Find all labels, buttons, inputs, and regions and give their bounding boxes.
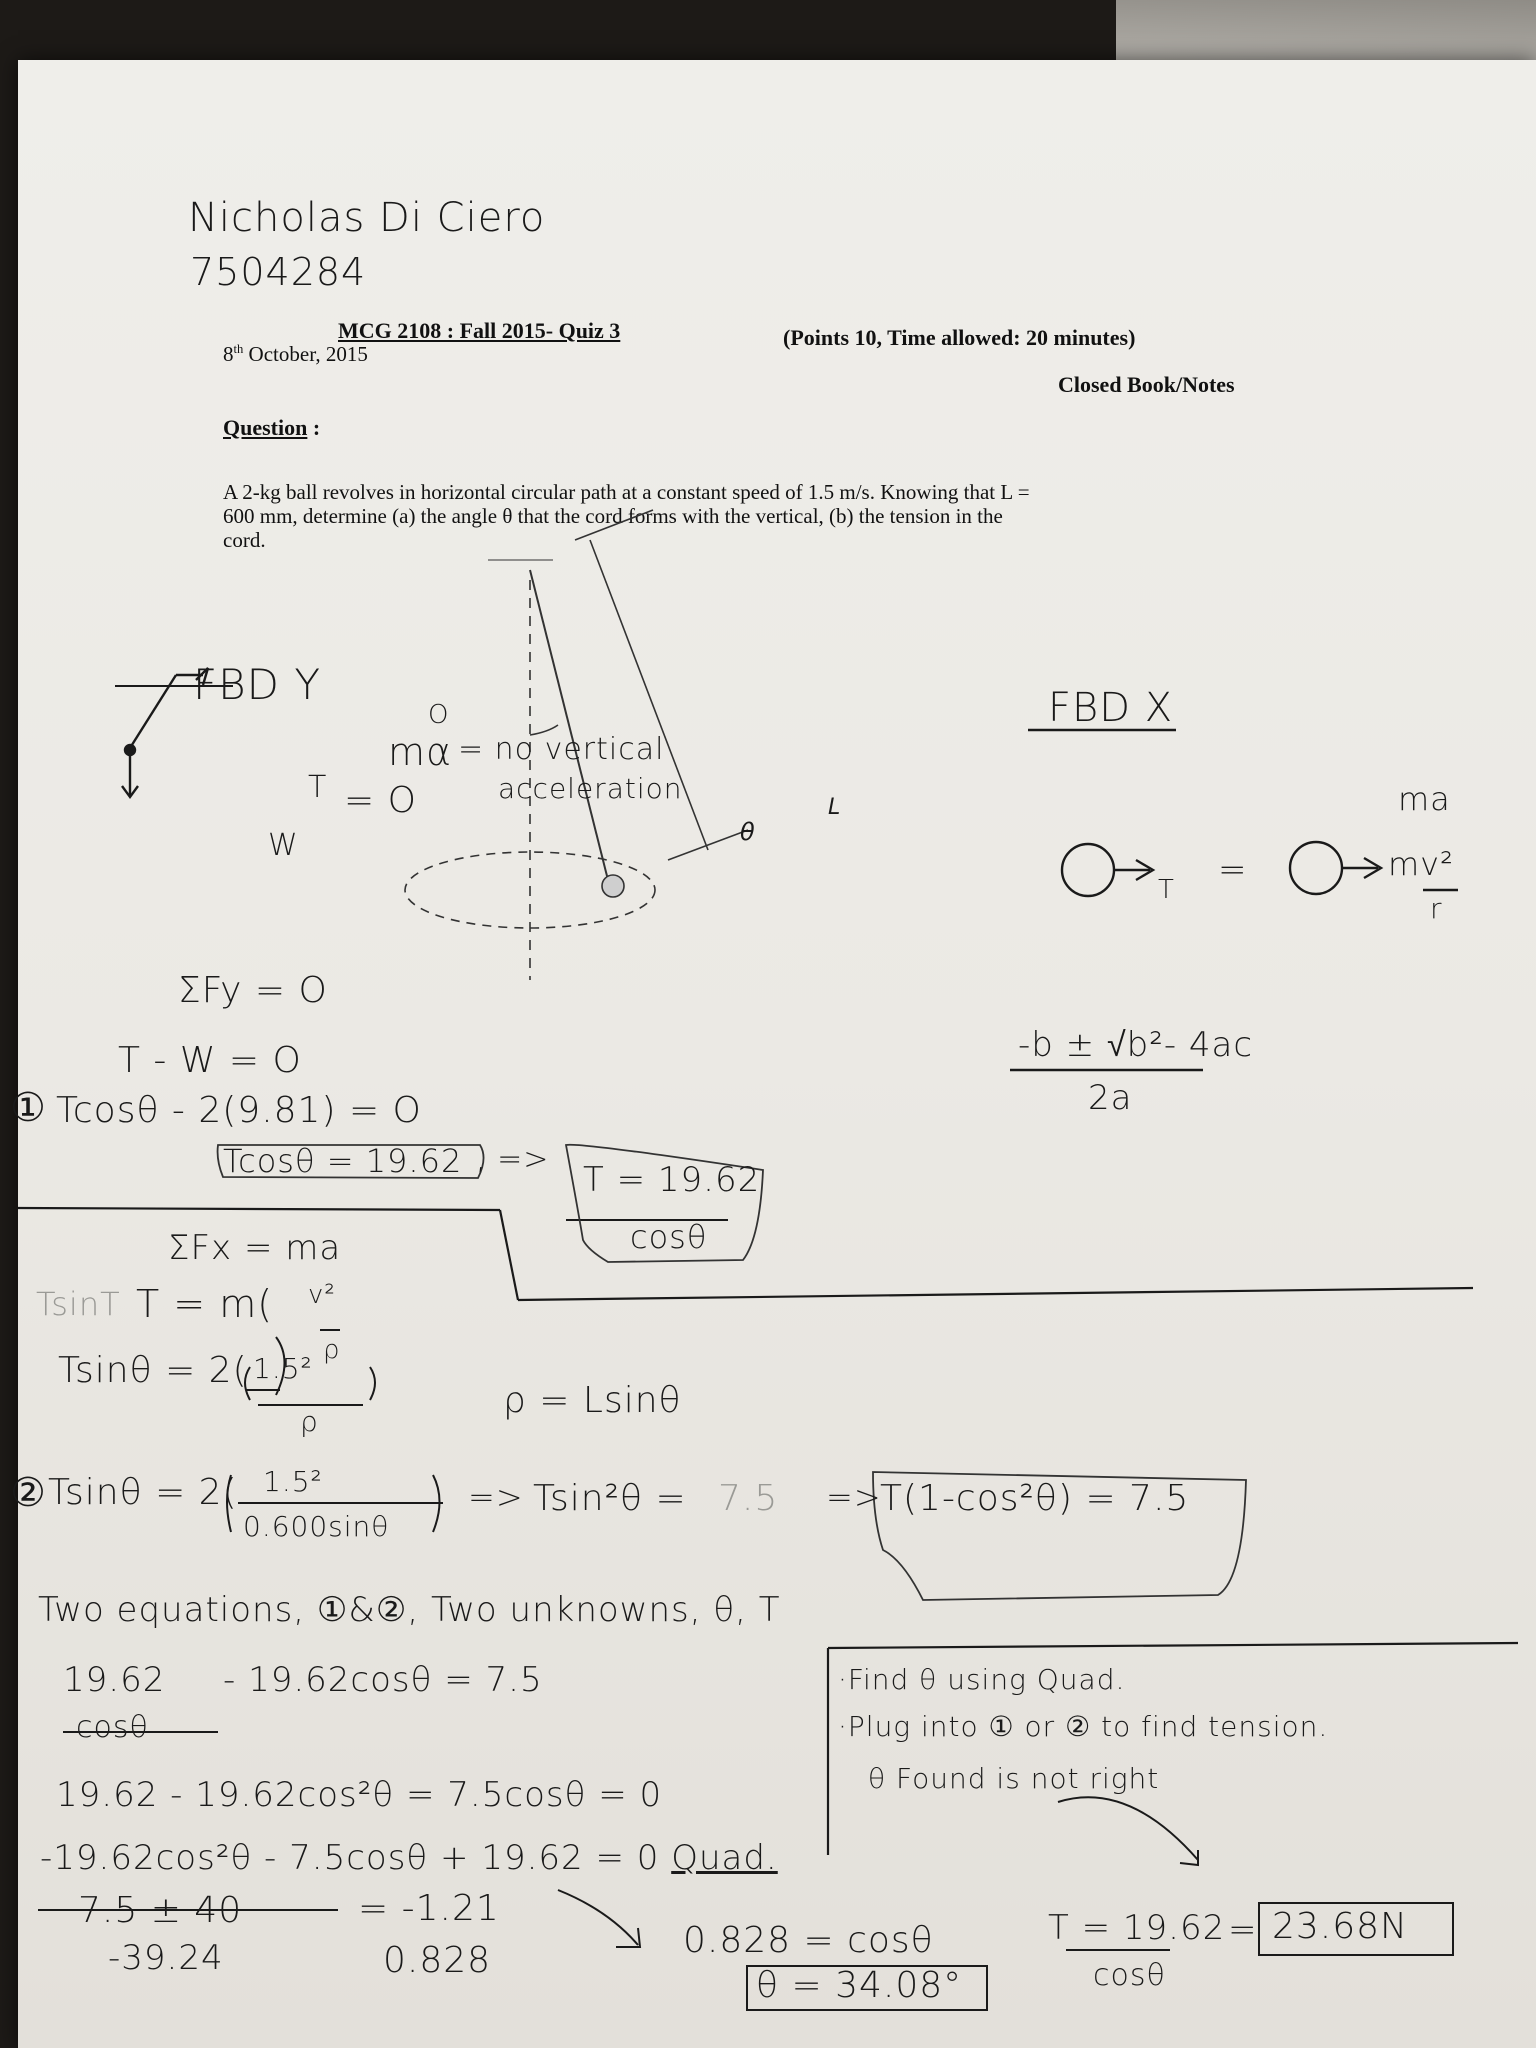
note-plug-in: ·Plug into ① or ② to find tension. xyxy=(838,1710,1329,1743)
theta-result: θ = 34.08° xyxy=(756,1965,963,2006)
fbd-y-zero-mark: O xyxy=(428,700,450,730)
tension-expression-numerator: T = 19.62 xyxy=(583,1160,761,1200)
tsin-squared: Tsin²θ = xyxy=(533,1478,687,1519)
fbd-y-note-2: acceleration xyxy=(498,772,683,805)
tension-expression-denominator: cosθ xyxy=(630,1218,708,1256)
tension-identity: T(1-cos²θ) = 7.5 xyxy=(880,1478,1190,1519)
substitution-numerator: 19.62 xyxy=(63,1660,166,1700)
question-line-1: A 2-kg ball revolves in horizontal circular path at a constant speed of 1.5 m/s. Knowing that L = xyxy=(223,480,1030,504)
tsin-equation: Tsinθ = 2( xyxy=(58,1350,248,1391)
student-name: Nicholas Di Ciero xyxy=(188,195,546,241)
fbd-x-title: FBD X xyxy=(1048,685,1174,731)
solution-value-1: = -1.21 xyxy=(358,1888,500,1929)
question-heading: Question : xyxy=(223,415,321,440)
question-line-3: cord. xyxy=(223,528,266,552)
quadratic-formula-denominator: 2a xyxy=(1088,1078,1133,1118)
fbd-x-mv2: mv² xyxy=(1388,845,1454,883)
faint-value: 7.5 xyxy=(718,1478,779,1519)
v-value-squared: 1.5² xyxy=(253,1352,313,1385)
points-info: (Points 10, Time allowed: 20 minutes) xyxy=(783,325,1136,350)
fbd-x-equals: = xyxy=(1218,850,1248,890)
fbd-y-weight-label: W xyxy=(268,828,299,863)
angle-label: θ xyxy=(740,818,756,846)
substitution-denominator: cosθ xyxy=(76,1710,149,1745)
student-id: 7504284 xyxy=(190,250,367,294)
fbd-x-radius: r xyxy=(1430,892,1443,925)
substitution-rest: - 19.62cosθ = 7.5 xyxy=(223,1660,543,1700)
sum-fx-equation: ΣFx = ma xyxy=(168,1228,342,1268)
rho-denominator-2: ρ xyxy=(300,1405,319,1438)
length-label: L xyxy=(828,795,842,820)
tension-result: 23.68N xyxy=(1272,1906,1408,1947)
fbd-y-tension-label: T xyxy=(308,770,328,805)
final-tension-numerator: T = 19.62 xyxy=(1048,1908,1226,1948)
closed-book-note: Closed Book/Notes xyxy=(1058,372,1235,397)
fbd-y-title: FBD Y xyxy=(193,660,322,709)
tension-result-box xyxy=(1258,1902,1454,1956)
note-find-theta: ·Find θ using Quad. xyxy=(838,1663,1126,1696)
implies-3: => xyxy=(826,1478,882,1516)
t-equals-m: T = m( xyxy=(136,1282,274,1326)
solution-numerator: 7.5 ± 40 xyxy=(78,1890,243,1931)
course-title: MCG 2108 : Fall 2015- Quiz 3 xyxy=(338,318,621,343)
implies-2: => xyxy=(468,1478,524,1516)
equation-1-marker: ① xyxy=(10,1085,47,1131)
fbd-x-ma: ma xyxy=(1398,780,1451,818)
fbd-x-tension-label: T xyxy=(1158,875,1175,905)
rho-denominator: ρ xyxy=(323,1335,341,1365)
sum-fy-equation: ΣFy = O xyxy=(178,970,328,1011)
equation-2-lhs: Tsinθ = 2( xyxy=(48,1472,238,1513)
quiz-date: 8th October, 2015 xyxy=(223,342,368,366)
quadratic-formula-numerator: -b ± √b²- 4ac xyxy=(1018,1025,1254,1065)
quadratic-equation: -19.62cos²θ - 7.5cosθ + 19.62 = 0 Quad. xyxy=(40,1838,778,1878)
note-not-right: θ Found is not right xyxy=(868,1762,1160,1795)
expanded-equation: 19.62 - 19.62cos²θ = 7.5cosθ = 0 xyxy=(56,1775,663,1815)
equation-2-numerator: 1.5² xyxy=(263,1465,323,1498)
theta-result-box xyxy=(746,1965,988,2011)
t-minus-w-equation: T - W = O xyxy=(118,1040,302,1081)
tcos-result: Tcosθ = 19.62 xyxy=(223,1142,463,1180)
solution-value-2: 0.828 xyxy=(383,1940,492,1981)
solution-denominator: -39.24 xyxy=(108,1938,224,1978)
implies-1: , => xyxy=(476,1142,550,1177)
two-equations-note: Two equations, ①&②, Two unknowns, θ, T xyxy=(38,1590,781,1630)
fbd-y-equals-zero: = O xyxy=(344,780,417,821)
fbd-y-ma: mα xyxy=(388,730,453,774)
v-squared: v² xyxy=(308,1280,336,1310)
final-tension-denominator: cosθ xyxy=(1093,1958,1166,1993)
question-line-2: 600 mm, determine (a) the angle θ that the cord forms with the vertical, (b) the tension in the xyxy=(223,504,1003,528)
fbd-y-note-1: = no vertical xyxy=(458,732,665,767)
equation-2-denominator: 0.600sinθ xyxy=(243,1510,390,1543)
cosine-equation: 0.828 = cosθ xyxy=(683,1920,934,1961)
quiz-sheet xyxy=(10,60,1536,2048)
equation-2-marker: ② xyxy=(10,1470,47,1516)
crossed-out-tsin: TsinT xyxy=(36,1285,121,1323)
final-tension-equals: = xyxy=(1228,1910,1258,1950)
rho-definition: ρ = Lsinθ xyxy=(503,1380,682,1421)
equation-1: Tcosθ - 2(9.81) = O xyxy=(56,1090,422,1131)
